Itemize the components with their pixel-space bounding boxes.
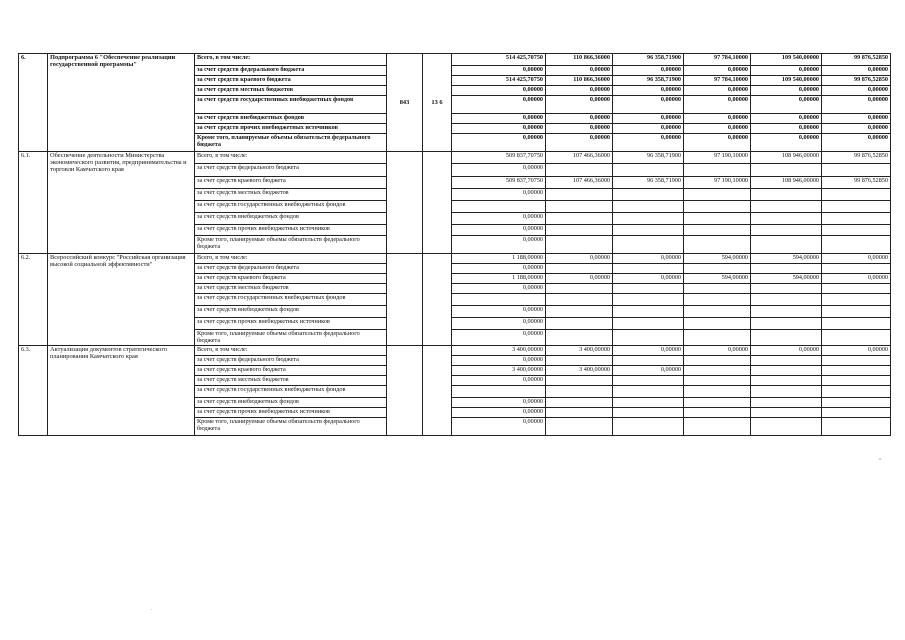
year-amount-cell: 0,00000 — [684, 96, 751, 114]
total-amount-cell: 1 188,00000 — [452, 274, 546, 284]
year-amount-cell: 0,00000 — [546, 86, 613, 96]
year-amount-cell — [822, 386, 891, 398]
year-amount-cell — [684, 330, 751, 346]
funding-source-label: за счет средств прочих внебюджетных источников — [195, 124, 387, 134]
total-amount-cell: 509 837,70750 — [452, 152, 546, 164]
total-amount-cell: 0,00000 — [452, 264, 546, 274]
year-amount-cell: 97 784,10000 — [684, 76, 751, 86]
year-amount-cell — [684, 213, 751, 225]
year-amount-cell — [751, 418, 822, 436]
year-amount-cell — [751, 164, 822, 177]
item-number: 6.2. — [19, 254, 48, 346]
year-amount-cell: 0,00000 — [546, 114, 613, 124]
year-amount-cell — [822, 366, 891, 376]
year-amount-cell — [751, 386, 822, 398]
year-amount-cell: 0,00000 — [822, 134, 891, 152]
table-row — [19, 346, 891, 356]
year-amount-cell: 110 866,36000 — [546, 54, 613, 66]
funding-source-label: Кроме того, планируемые объемы обязательств федерального бюджета — [195, 236, 387, 254]
year-amount-cell — [751, 306, 822, 318]
year-amount-cell: 99 876,52850 — [822, 177, 891, 189]
year-amount-cell — [684, 376, 751, 386]
year-amount-cell — [822, 201, 891, 213]
year-amount-cell: 0,00000 — [613, 274, 684, 284]
funding-source-label: за счет средств внебюджетных фондов — [195, 213, 387, 225]
item-number: 6.3. — [19, 346, 48, 436]
year-amount-cell — [546, 318, 613, 330]
total-amount-cell: 0,00000 — [452, 408, 546, 418]
year-amount-cell — [822, 376, 891, 386]
year-amount-cell — [684, 164, 751, 177]
year-amount-cell: 0,00000 — [684, 124, 751, 134]
funding-source-label: за счет средств местных бюджетов — [195, 86, 387, 96]
year-amount-cell — [684, 284, 751, 294]
year-amount-cell — [684, 201, 751, 213]
funding-source-label: за счет средств федерального бюджета — [195, 356, 387, 366]
year-amount-cell — [546, 189, 613, 201]
funding-source-label: за счет средств федерального бюджета — [195, 264, 387, 274]
year-amount-cell — [613, 225, 684, 236]
year-amount-cell: 0,00000 — [751, 86, 822, 96]
year-amount-cell — [684, 398, 751, 408]
year-amount-cell: 0,00000 — [751, 66, 822, 76]
year-amount-cell: 97 190,10000 — [684, 152, 751, 164]
year-amount-cell — [822, 306, 891, 318]
total-amount-cell: 0,00000 — [452, 213, 546, 225]
total-amount-cell: 3 400,00000 — [452, 366, 546, 376]
funding-source-label: Всего, в том числе: — [195, 254, 387, 264]
year-amount-cell — [684, 356, 751, 366]
year-amount-cell: 96 358,71900 — [613, 76, 684, 86]
year-amount-cell — [751, 408, 822, 418]
grbs-code — [387, 152, 423, 254]
year-amount-cell — [546, 398, 613, 408]
section-code — [423, 254, 452, 346]
total-amount-cell: 0,00000 — [452, 356, 546, 366]
year-amount-cell: 107 466,36000 — [546, 177, 613, 189]
year-amount-cell: 0,00000 — [751, 124, 822, 134]
item-number: 6.1. — [19, 152, 48, 254]
year-amount-cell — [546, 236, 613, 254]
year-amount-cell — [822, 408, 891, 418]
item-number: 6. — [19, 54, 48, 152]
total-amount-cell: 0,00000 — [452, 66, 546, 76]
year-amount-cell — [751, 225, 822, 236]
year-amount-cell — [822, 398, 891, 408]
funding-source-label: за счет средств федерального бюджета — [195, 66, 387, 76]
total-amount-cell: 0,00000 — [452, 284, 546, 294]
year-amount-cell: 0,00000 — [546, 274, 613, 284]
year-amount-cell: 594,00000 — [751, 274, 822, 284]
total-amount-cell: 0,00000 — [452, 306, 546, 318]
total-amount-cell: 514 425,70750 — [452, 54, 546, 66]
year-amount-cell: 0,00000 — [613, 366, 684, 376]
year-amount-cell: 0,00000 — [822, 124, 891, 134]
year-amount-cell — [684, 408, 751, 418]
total-amount-cell: 0,00000 — [452, 330, 546, 346]
table-body — [19, 54, 891, 436]
year-amount-cell — [751, 284, 822, 294]
total-amount-cell: 0,00000 — [452, 114, 546, 124]
year-amount-cell — [822, 330, 891, 346]
year-amount-cell — [751, 356, 822, 366]
year-amount-cell: 0,00000 — [822, 86, 891, 96]
year-amount-cell — [751, 330, 822, 346]
year-amount-cell: 0,00000 — [751, 114, 822, 124]
year-amount-cell: 0,00000 — [613, 86, 684, 96]
year-amount-cell — [546, 225, 613, 236]
year-amount-cell: 0,00000 — [822, 96, 891, 114]
year-amount-cell — [546, 164, 613, 177]
funding-source-label: за счет средств краевого бюджета — [195, 177, 387, 189]
year-amount-cell: 0,00000 — [751, 346, 822, 356]
year-amount-cell — [613, 236, 684, 254]
table-row — [19, 254, 891, 264]
funding-source-label: Кроме того, планируемые объемы обязательств федерального бюджета — [195, 330, 387, 346]
year-amount-cell — [546, 418, 613, 436]
year-amount-cell: 0,00000 — [684, 114, 751, 124]
year-amount-cell — [751, 189, 822, 201]
year-amount-cell — [613, 213, 684, 225]
funding-source-label: за счет средств государственных внебюджетных фондов — [195, 96, 387, 114]
year-amount-cell — [684, 418, 751, 436]
year-amount-cell — [613, 306, 684, 318]
section-code — [423, 346, 452, 436]
year-amount-cell: 594,00000 — [751, 254, 822, 264]
year-amount-cell — [822, 225, 891, 236]
item-title: Актуализация документов стратегического планирования Камчатского края — [48, 346, 195, 436]
budget-table — [18, 53, 891, 436]
funding-source-label: за счет средств прочих внебюджетных источников — [195, 318, 387, 330]
year-amount-cell: 0,00000 — [613, 124, 684, 134]
year-amount-cell — [546, 386, 613, 398]
section-code — [423, 152, 452, 254]
year-amount-cell — [684, 318, 751, 330]
funding-source-label: за счет средств прочих внебюджетных источников — [195, 408, 387, 418]
total-amount-cell: 509 837,70750 — [452, 177, 546, 189]
funding-source-label: за счет средств внебюджетных фондов — [195, 398, 387, 408]
year-amount-cell — [751, 398, 822, 408]
year-amount-cell — [613, 264, 684, 274]
year-amount-cell: 0,00000 — [613, 114, 684, 124]
funding-source-label: за счет средств государственных внебюджетных фондов — [195, 386, 387, 398]
year-amount-cell — [613, 284, 684, 294]
section-code: 13 6 — [423, 54, 452, 152]
funding-source-label: Кроме того, планируемые объемы обязательств федерального бюджета — [195, 418, 387, 436]
funding-source-label: за счет средств внебюджетных фондов — [195, 114, 387, 124]
year-amount-cell — [613, 189, 684, 201]
year-amount-cell — [546, 213, 613, 225]
year-amount-cell — [546, 376, 613, 386]
funding-source-label: Кроме того, планируемые объемы обязательств федерального бюджета — [195, 134, 387, 152]
grbs-code: 843 — [387, 54, 423, 152]
year-amount-cell: 0,00000 — [822, 254, 891, 264]
year-amount-cell — [613, 408, 684, 418]
year-amount-cell: 0,00000 — [546, 254, 613, 264]
funding-source-label: за счет средств местных бюджетов — [195, 284, 387, 294]
year-amount-cell: 594,00000 — [684, 274, 751, 284]
total-amount-cell: 0,00000 — [452, 134, 546, 152]
year-amount-cell: 0,00000 — [546, 134, 613, 152]
total-amount-cell — [452, 201, 546, 213]
year-amount-cell — [822, 418, 891, 436]
year-amount-cell — [613, 386, 684, 398]
year-amount-cell: 97 190,10000 — [684, 177, 751, 189]
year-amount-cell — [546, 284, 613, 294]
year-amount-cell — [751, 366, 822, 376]
year-amount-cell — [546, 306, 613, 318]
year-amount-cell: 96 358,71900 — [613, 54, 684, 66]
year-amount-cell — [751, 236, 822, 254]
year-amount-cell — [751, 376, 822, 386]
total-amount-cell: 514 425,70750 — [452, 76, 546, 86]
funding-source-label: за счет средств местных бюджетов — [195, 189, 387, 201]
year-amount-cell: 0,00000 — [684, 86, 751, 96]
year-amount-cell: 0,00000 — [822, 274, 891, 284]
corner-mark: ° — [879, 459, 881, 464]
year-amount-cell — [613, 418, 684, 436]
year-amount-cell — [822, 356, 891, 366]
year-amount-cell: 0,00000 — [546, 96, 613, 114]
funding-source-label: за счет средств федерального бюджета — [195, 164, 387, 177]
funding-source-label: Всего, в том числе: — [195, 346, 387, 356]
year-amount-cell — [613, 398, 684, 408]
year-amount-cell — [822, 294, 891, 306]
total-amount-cell: 1 188,00000 — [452, 254, 546, 264]
total-amount-cell — [452, 386, 546, 398]
grbs-code — [387, 254, 423, 346]
year-amount-cell: 0,00000 — [751, 96, 822, 114]
year-amount-cell: 99 876,52850 — [822, 76, 891, 86]
year-amount-cell: 0,00000 — [822, 66, 891, 76]
grbs-code — [387, 346, 423, 436]
total-amount-cell: 3 400,00000 — [452, 346, 546, 356]
year-amount-cell: 97 784,10000 — [684, 54, 751, 66]
total-amount-cell — [452, 294, 546, 306]
year-amount-cell — [822, 213, 891, 225]
year-amount-cell — [751, 294, 822, 306]
total-amount-cell: 0,00000 — [452, 376, 546, 386]
year-amount-cell: 0,00000 — [684, 134, 751, 152]
total-amount-cell: 0,00000 — [452, 398, 546, 408]
year-amount-cell — [822, 164, 891, 177]
year-amount-cell: 0,00000 — [684, 66, 751, 76]
year-amount-cell — [546, 201, 613, 213]
year-amount-cell — [546, 408, 613, 418]
year-amount-cell — [613, 318, 684, 330]
year-amount-cell — [822, 264, 891, 274]
bottom-mark: ` — [151, 610, 153, 615]
year-amount-cell — [613, 356, 684, 366]
year-amount-cell: 107 466,36000 — [546, 152, 613, 164]
item-title: Всероссийский конкурс "Российская организация высокой социальной эффективности" — [48, 254, 195, 346]
year-amount-cell — [546, 330, 613, 346]
funding-source-label: за счет средств внебюджетных фондов — [195, 306, 387, 318]
item-title: Подпрограмма 6 "Обеспечение реализации государственной программы" — [48, 54, 195, 152]
year-amount-cell — [613, 294, 684, 306]
year-amount-cell — [751, 318, 822, 330]
year-amount-cell: 0,00000 — [684, 346, 751, 356]
year-amount-cell — [684, 366, 751, 376]
total-amount-cell: 0,00000 — [452, 318, 546, 330]
total-amount-cell: 0,00000 — [452, 236, 546, 254]
year-amount-cell: 594,00000 — [684, 254, 751, 264]
year-amount-cell: 108 946,00000 — [751, 152, 822, 164]
year-amount-cell — [684, 264, 751, 274]
year-amount-cell: 110 866,36000 — [546, 76, 613, 86]
funding-source-label: за счет средств прочих внебюджетных источников — [195, 225, 387, 236]
year-amount-cell: 0,00000 — [822, 114, 891, 124]
funding-source-label: за счет средств государственных внебюджетных фондов — [195, 201, 387, 213]
total-amount-cell: 0,00000 — [452, 418, 546, 436]
table-row — [19, 54, 891, 66]
funding-source-label: за счет средств краевого бюджета — [195, 366, 387, 376]
funding-source-label: Всего, в том числе: — [195, 54, 387, 66]
total-amount-cell: 0,00000 — [452, 86, 546, 96]
year-amount-cell — [684, 294, 751, 306]
item-title: Обеспечение деятельности Министерства экономического развития, предпринимательства и торговли Камчатского края — [48, 152, 195, 254]
year-amount-cell: 3 400,00000 — [546, 346, 613, 356]
year-amount-cell: 0,00000 — [546, 124, 613, 134]
funding-source-label: за счет средств краевого бюджета — [195, 76, 387, 86]
year-amount-cell: 0,00000 — [822, 346, 891, 356]
year-amount-cell — [613, 330, 684, 346]
table-row — [19, 152, 891, 164]
total-amount-cell: 0,00000 — [452, 189, 546, 201]
year-amount-cell: 0,00000 — [613, 346, 684, 356]
year-amount-cell — [751, 201, 822, 213]
funding-source-label: за счет средств государственных внебюджетных фондов — [195, 294, 387, 306]
year-amount-cell — [684, 306, 751, 318]
year-amount-cell — [613, 201, 684, 213]
year-amount-cell — [684, 236, 751, 254]
year-amount-cell — [751, 264, 822, 274]
year-amount-cell: 3 400,00000 — [546, 366, 613, 376]
funding-source-label: Всего, в том числе: — [195, 152, 387, 164]
total-amount-cell: 0,00000 — [452, 225, 546, 236]
year-amount-cell — [684, 386, 751, 398]
year-amount-cell: 0,00000 — [613, 254, 684, 264]
year-amount-cell — [613, 376, 684, 386]
year-amount-cell: 96 358,71900 — [613, 152, 684, 164]
year-amount-cell: 0,00000 — [751, 134, 822, 152]
year-amount-cell: 99 876,52850 — [822, 152, 891, 164]
total-amount-cell: 0,00000 — [452, 164, 546, 177]
year-amount-cell: 96 358,71900 — [613, 177, 684, 189]
year-amount-cell — [822, 189, 891, 201]
total-amount-cell: 0,00000 — [452, 96, 546, 114]
year-amount-cell — [751, 213, 822, 225]
year-amount-cell: 108 946,00000 — [751, 177, 822, 189]
year-amount-cell: 99 876,52850 — [822, 54, 891, 66]
year-amount-cell — [546, 356, 613, 366]
year-amount-cell: 109 540,00000 — [751, 54, 822, 66]
year-amount-cell — [613, 164, 684, 177]
year-amount-cell: 109 540,00000 — [751, 76, 822, 86]
year-amount-cell — [822, 236, 891, 254]
year-amount-cell — [684, 225, 751, 236]
funding-source-label: за счет средств местных бюджетов — [195, 376, 387, 386]
year-amount-cell — [546, 294, 613, 306]
year-amount-cell — [822, 318, 891, 330]
funding-source-label: за счет средств краевого бюджета — [195, 274, 387, 284]
year-amount-cell: 0,00000 — [613, 66, 684, 76]
year-amount-cell: 0,00000 — [613, 134, 684, 152]
total-amount-cell: 0,00000 — [452, 124, 546, 134]
year-amount-cell — [822, 284, 891, 294]
year-amount-cell — [684, 189, 751, 201]
year-amount-cell: 0,00000 — [613, 96, 684, 114]
year-amount-cell: 0,00000 — [546, 66, 613, 76]
year-amount-cell — [546, 264, 613, 274]
